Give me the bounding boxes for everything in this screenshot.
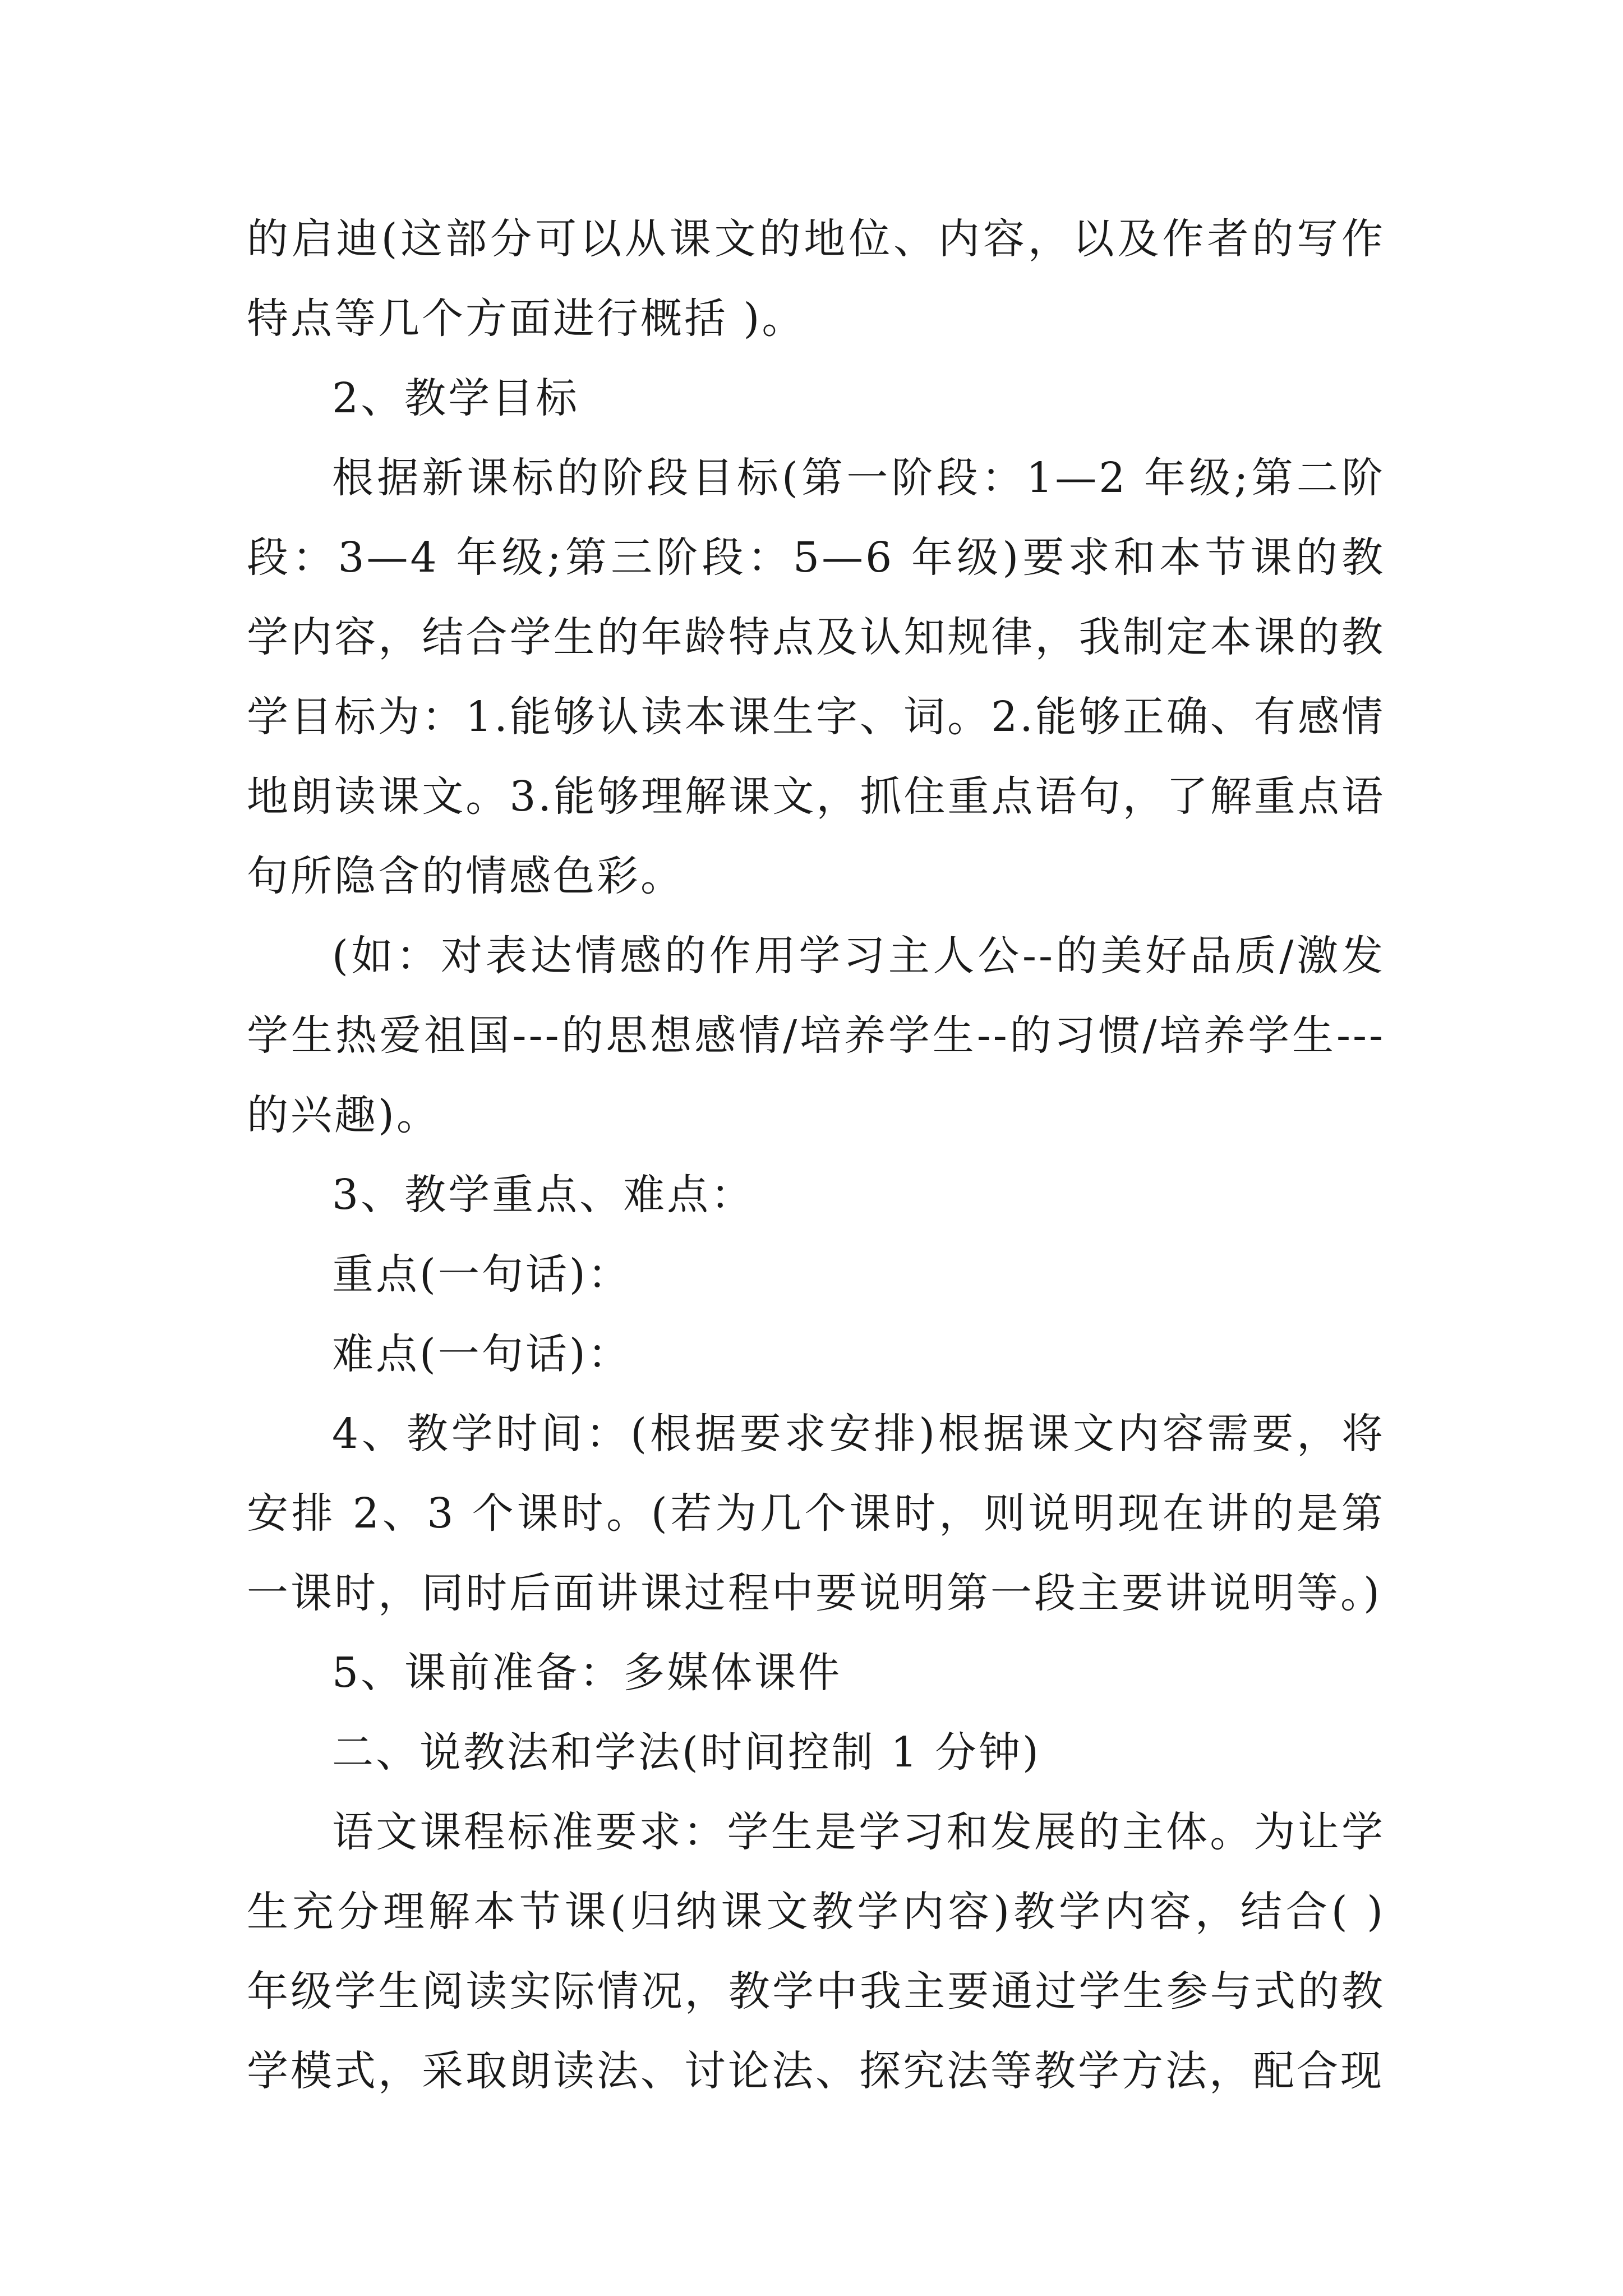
paragraph-key-point: 重点(一句话)： (332, 1250, 631, 1299)
paragraph-difficult-point: 难点(一句话)： (332, 1330, 631, 1378)
paragraph-teaching-time: 4、教学时间：(根据要求安排)根据课文内容需要，将安排 2、3 个课时。(若为几个课时，则说明现在讲的是第一课时，同时后面讲课过程中要说明第一段主要讲说明等。) (247, 1410, 1385, 1617)
paragraph-teaching-methods: 语文课程标准要求：学生是学习和发展的主体。为让学生充分理解本节课(归纳课文教学内容)教学内容，结合( )年级学生阅读实际情况，教学中我主要通过学生参与式的教学模式，采取朗读法、讨论法、探究法等教学方法，配合现 (247, 1808, 1385, 2095)
paragraph-intro-continuation: 的启迪(这部分可以从课文的地位、内容，以及作者的写作特点等几个方面进行概括 )。 (247, 215, 1385, 343)
heading-teaching-goals: 2、教学目标 (332, 374, 580, 422)
paragraph-preparation: 5、课前准备：多媒体课件 (332, 1649, 842, 1697)
paragraph-goals-example: (如：对表达情感的作用学习主人公--的美好品质/激发学生热爱祖国---的思想感情/培养学生--的习惯/培养学生---的兴趣)。 (247, 932, 1385, 1139)
document-body (247, 199, 1385, 2111)
heading-teaching-methods: 二、说教法和学法(时间控制 1 分钟) (332, 1728, 1041, 1777)
paragraph-teaching-goals: 根据新课标的阶段目标(第一阶段：1—2 年级;第二阶段：3—4 年级;第三阶段：5—6 年级)要求和本节课的教学内容，结合学生的年龄特点及认知规律，我制定本课的教学目标为：1.能够认读本课生字、词。2.能够正确、有感情地朗读课文。3.能够理解课文，抓住重点语句，了解重点语句所隐含的情感色彩。 (247, 454, 1385, 900)
heading-key-difficult-points: 3、教学重点、难点： (332, 1171, 755, 1219)
